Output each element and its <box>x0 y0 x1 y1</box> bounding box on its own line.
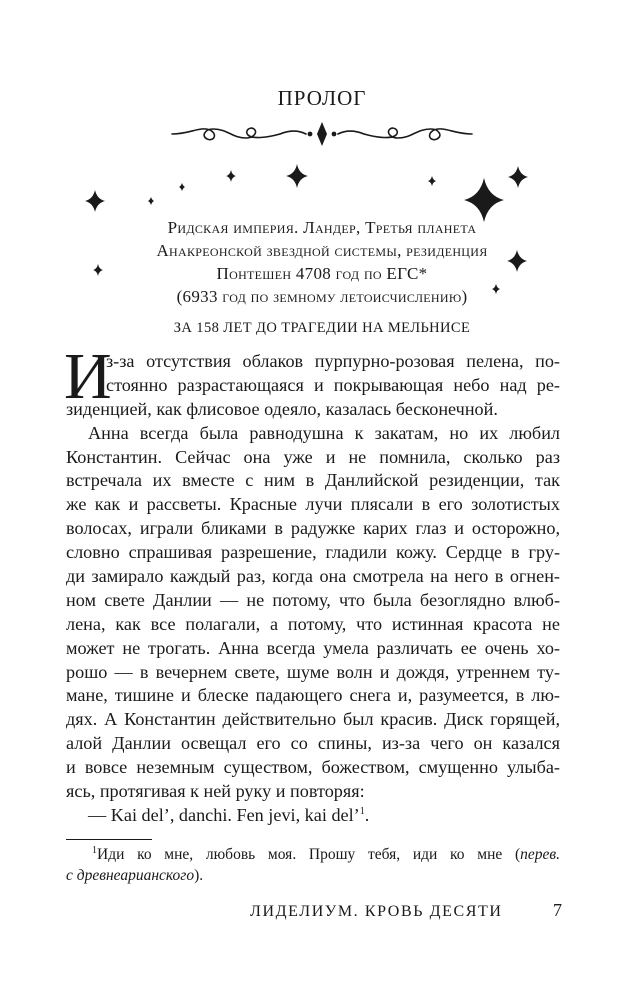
body-line: ди замирало каждый раз, когда она смотрела на него в огнен- <box>66 566 560 587</box>
body-line: словно спрашивая разрешение, гладили кожу. Сердце в гру- <box>66 542 560 563</box>
body-text <box>64 340 560 828</box>
flourish-divider-icon <box>170 118 474 148</box>
page-number: 7 <box>553 900 562 920</box>
body-line: ном свете Данлии — не потому, что была безоглядно влюб- <box>66 589 560 610</box>
subtitle-line: (6933 год по земному летоисчислению) <box>176 287 468 306</box>
footnote <box>66 845 560 886</box>
sparkle-star-icon <box>85 190 105 212</box>
body-line: лена, как все полагали, а потому, что истинная красота не <box>66 613 560 634</box>
footnote-line <box>66 845 560 866</box>
subtitle-line: Анакреонской звездной системы, резиденция <box>156 241 488 260</box>
body-line: и вовсе неземным существом, божеством, смущенно улыба- <box>66 757 560 778</box>
footnote-italic: с древнеарианского <box>66 866 195 884</box>
footnote-text: Иди ко мне, любовь моя. Прошу тебя, иди ко мне ( <box>97 846 521 863</box>
body-line: алой Данлии освещал его со спины, из-за чего он казался <box>66 733 560 754</box>
body-line: Константин. Сейчас она уже и не помнила, сколько раз <box>66 446 560 467</box>
footnote-number: 1 <box>92 844 97 856</box>
body-line: встречала их вместе с ним в Данлийской резиденции, так <box>66 470 560 491</box>
section-heading: ЗА 158 ЛЕТ ДО ТРАГЕДИИ НА МЕЛЬНИСЕ <box>173 320 471 336</box>
body-line: рошо — в вечернем свете, шуме волн и дождя, утреннем ту- <box>66 661 560 682</box>
sparkle-star-icon <box>286 164 308 188</box>
sparkle-star-icon <box>148 197 154 205</box>
footnote-italic: перев. <box>520 846 560 863</box>
body-line: з-за отсутствия облаков пурпурно-розовая пелена, по- <box>106 351 560 371</box>
chapter-title: ПРОЛОГ <box>277 86 367 110</box>
body-line: волосах, играли бликами в радужке карих глаз и осторожно, <box>66 518 560 539</box>
sparkle-star-icon <box>179 183 185 191</box>
subtitle-line: Понтешен 4708 год по ЕГС* <box>216 264 428 283</box>
body-line: дях. А Константин действительно был красив. Диск горящей, <box>66 709 560 730</box>
footnote-marker[interactable]: 1 <box>359 805 365 817</box>
sparkle-star-icon <box>226 170 236 182</box>
footnote-divider <box>66 839 152 840</box>
body-line: Анна всегда была равнодушна к закатам, но их любил <box>88 422 560 443</box>
dialogue-end: . <box>364 804 370 825</box>
body-line: стоянно разрастающаяся и покрывающая небо над ре- <box>106 374 560 395</box>
footnote-text: ). <box>194 866 204 884</box>
footnote-line <box>66 866 560 887</box>
body-line: ясь, протягивая к ней руку и повторяя: <box>66 781 365 802</box>
dialogue-text: — Kai del’, danchi. Fen jevi, kai del’ <box>88 804 360 825</box>
sparkle-star-icon <box>508 166 528 188</box>
dialogue-line <box>66 804 560 828</box>
subtitle-line: Ридская империя. Ландер, Третья планета <box>167 218 477 237</box>
body-line: же как и рассветы. Красные лучи плясали в его золотистых <box>66 494 560 515</box>
body-line: мане, тишине и блеске падающего снега и, разумеется, в лю- <box>66 685 560 706</box>
sparkle-star-icon <box>428 176 436 186</box>
running-head: ЛИДЕЛИУМ. КРОВЬ ДЕСЯТИ <box>250 903 503 920</box>
chapter-subtitle <box>90 216 554 308</box>
body-line: может не трогать. Анна всегда умела различать ее очень хо- <box>66 637 560 658</box>
body-line: зиденцией, как флисовое одеяло, казалась бесконечной. <box>66 398 498 419</box>
drop-cap: И <box>64 340 112 413</box>
